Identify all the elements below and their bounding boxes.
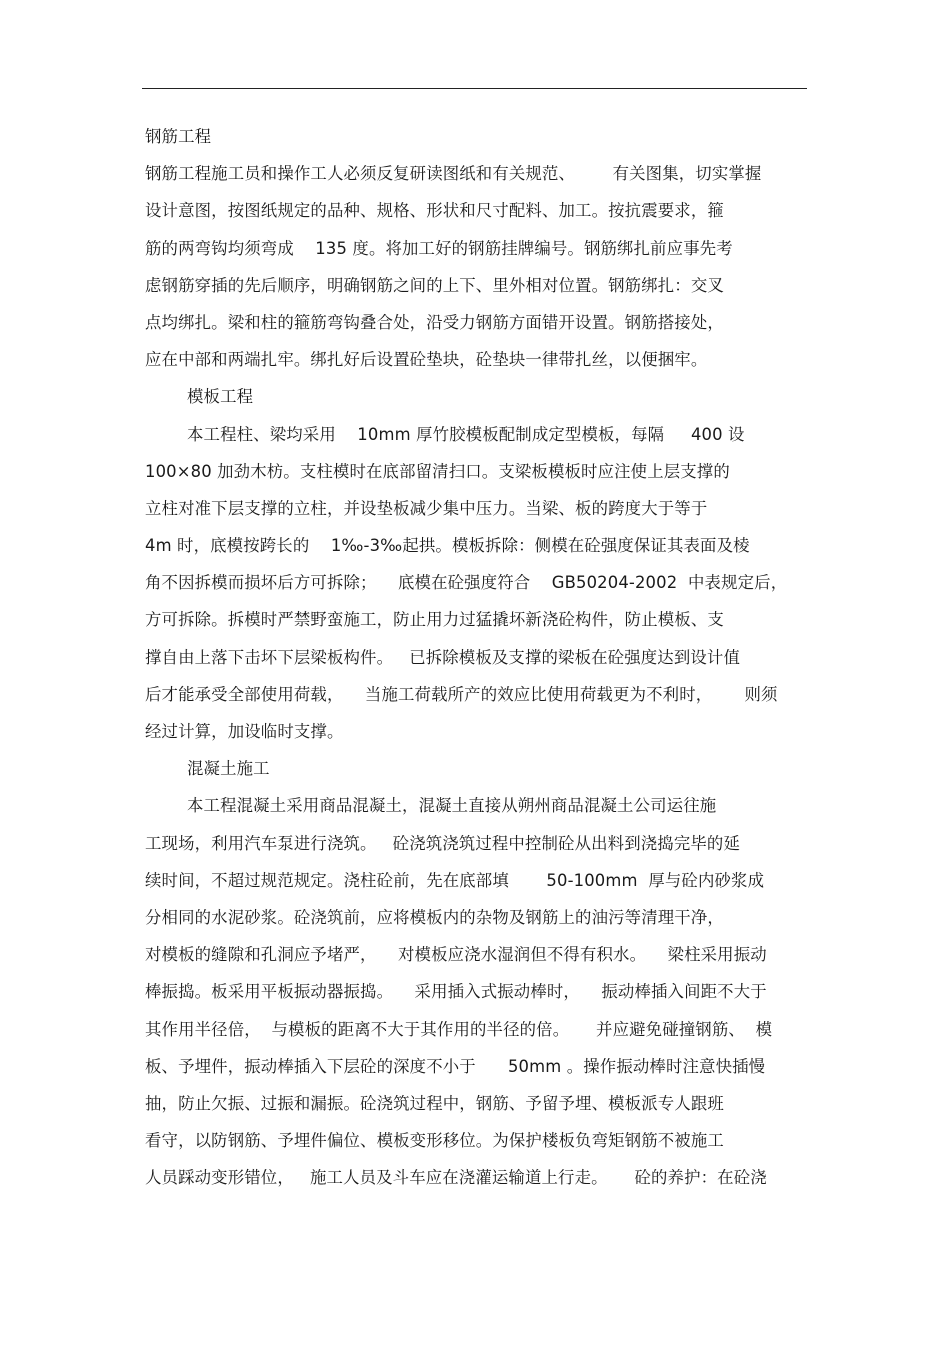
text-line: 本工程混凝土采用商品混凝土，混凝土直接从朔州商品混凝土公司运往施 — [187, 796, 717, 816]
text-line: 本工程柱、梁均采用 10mm 厚竹胶模板配制成定型模板，每隔 400 设 — [187, 424, 745, 444]
text-line: 钢筋工程 — [145, 127, 212, 146]
text-line: 角不因拆模而损坏后方可拆除； 底模在砼强度符合 GB50204-2002 中表规定后， — [145, 573, 788, 593]
document-body — [145, 118, 810, 1196]
text-line: 点均绑扎。梁和柱的箍筋弯钩叠合处，沿受力钢筋方面错开设置。钢筋搭接处， — [145, 312, 724, 332]
text-line: 钢筋工程施工员和操作工人必须反复研读图纸和有关规范、 有关图集，切实掌握 — [145, 164, 762, 184]
text-line: 棒振捣。板采用平板振动器振捣。 采用插入式振动棒时， 振动棒插入间距不大于 — [145, 982, 767, 1002]
text-line: 对模板的缝隙和孔洞应予堵严， 对模板应浇水湿润但不得有积水。 梁柱采用振动 — [145, 945, 767, 965]
text-line: 其作用半径倍， 与模板的距离不大于其作用的半径的倍。 并应避免碰撞钢筋、 模 — [145, 1019, 773, 1039]
text-line: 方可拆除。拆模时严禁野蛮施工，防止用力过猛撬坏新浇砼构件，防止模板、支 — [145, 610, 724, 630]
text-line: 撑自由上落下击坏下层梁板构件。 已拆除模板及支撑的梁板在砼强度达到设计值 — [145, 647, 740, 667]
text-line: 100×80 加劲木枋。支柱模时在底部留清扫口。支梁板模板时应注使上层支撑的 — [145, 461, 730, 481]
text-line: 4m 时，底模按跨长的 1‰-3‰起拱。模板拆除：侧模在砼强度保证其表面及棱 — [145, 536, 750, 556]
text-line: 经过计算，加设临时支撑。 — [145, 722, 344, 741]
text-line: 筋的两弯钩均须弯成 135 度。将加工好的钢筋挂牌编号。钢筋绑扎前应事先考 — [145, 238, 733, 258]
text-line: 虑钢筋穿插的先后顺序，明确钢筋之间的上下、里外相对位置。钢筋绑扎：交叉 — [145, 275, 724, 295]
text-line: 设计意图，按图纸规定的品种、规格、形状和尺寸配料、加工。按抗震要求，箍 — [145, 201, 724, 221]
text-line: 后才能承受全部使用荷载， 当施工荷载所产的效应比使用荷载更为不利时， 则须 — [145, 684, 778, 704]
text-line: 看守，以防钢筋、予埋件偏位、模板变形移位。为保护楼板负弯矩钢筋不被施工 — [145, 1131, 724, 1151]
text-line: 人员踩动变形错位， 施工人员及斗车应在浇灌运输道上行走。 砼的养护：在砼浇 — [145, 1168, 767, 1188]
text-line: 分相同的水泥砂浆。砼浇筑前，应将模板内的杂物及钢筋上的油污等清理干净， — [145, 907, 724, 927]
text-line: 工现场，利用汽车泵进行浇筑。 砼浇筑浇筑过程中控制砼从出料到浇捣完毕的延 — [145, 833, 740, 853]
text-line: 抽，防止欠振、过振和漏振。砼浇筑过程中，钢筋、予留予埋、模板派专人跟班 — [145, 1093, 724, 1113]
text-line: 模板工程 — [187, 387, 254, 407]
text-line: 应在中部和两端扎牢。绑扎好后设置砼垫块，砼垫块一律带扎丝，以便捆牢。 — [145, 350, 708, 370]
text-line: 立柱对准下层支撑的立柱，并设垫板减少集中压力。当梁、板的跨度大于等于 — [145, 498, 708, 518]
text-line: 混凝土施工 — [187, 759, 270, 779]
text-line: 续时间，不超过规范规定。浇柱砼前，先在底部填 50-100mm 厚与砼内砂浆成 — [145, 870, 765, 890]
header-rule — [142, 88, 807, 89]
text-line: 板、予埋件，振动棒插入下层砼的深度不小于 50mm 。操作振动棒时注意快插慢 — [145, 1056, 766, 1076]
